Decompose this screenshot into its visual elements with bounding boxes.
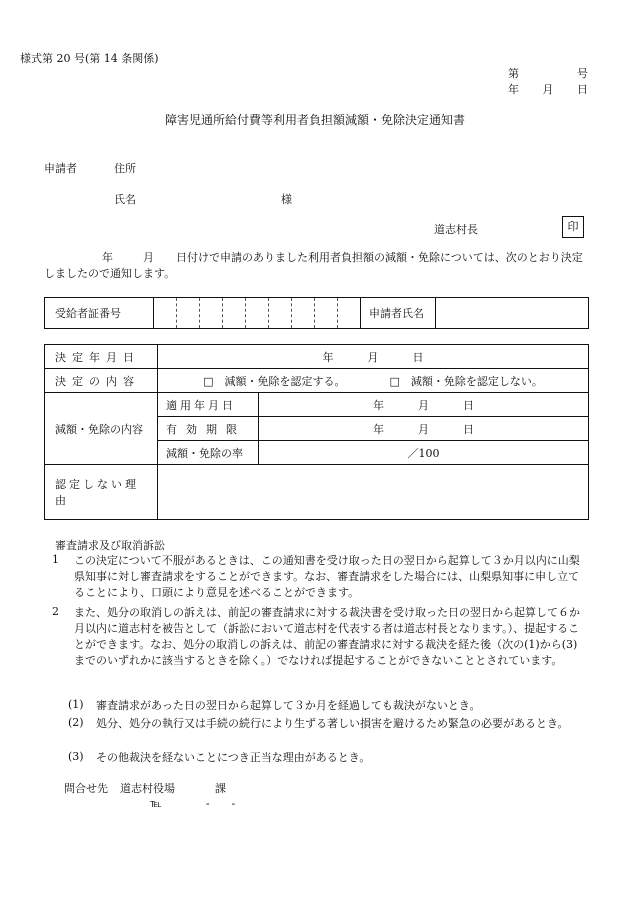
tel-icon: ℡ bbox=[150, 797, 162, 810]
apply-date-label: 適用年月日 bbox=[158, 393, 259, 417]
decision-date-cell[interactable]: 年 月 日 bbox=[158, 345, 589, 369]
recipient-no-digit[interactable] bbox=[246, 298, 269, 329]
seal-mark: 印 bbox=[562, 216, 584, 238]
doc-day: 日 bbox=[577, 83, 588, 96]
tel-dash: - bbox=[205, 797, 210, 810]
appeal-heading: 審査請求及び取消訴訟 bbox=[55, 539, 165, 552]
reason-label: 認定しない理由 bbox=[45, 465, 158, 520]
contact-line bbox=[64, 780, 226, 796]
para-2: また、処分の取消しの訴えは、前記の審査請求に対する裁決書を受け取った日の翌日から起算して６か月以内に道志村を被告として（訴訟において道志村を代表する者は道志村長となります。）、提起することができます。なお、処分の取消しの訴えは、前記の審査請求に対する裁決を経た後（次の(1)から(3)までのいずれかに該当するときを除く。）でなければ提起することができないこととされています。 bbox=[74, 606, 580, 667]
para-2-number: 2 bbox=[52, 605, 59, 618]
tel-dash: - bbox=[231, 797, 236, 810]
reason-cell[interactable] bbox=[158, 465, 589, 520]
rate-label: 減額・免除の率 bbox=[158, 441, 259, 465]
decision-table bbox=[44, 344, 589, 520]
valid-until-label: 有効期限 bbox=[158, 417, 259, 441]
decision-date-label: 決定年月日 bbox=[45, 345, 158, 369]
intro-year: 年 bbox=[102, 251, 113, 264]
applicant-name-label: 申請者氏名 bbox=[361, 298, 436, 329]
item-3: その他裁決を経ないことにつき正当な理由があるとき。 bbox=[96, 751, 371, 764]
form-number: 様式第 20 号(第 14 条関係) bbox=[20, 52, 159, 65]
recipient-no-digit[interactable] bbox=[315, 298, 338, 329]
item-3-number: (3) bbox=[68, 750, 84, 763]
decision-content-cell[interactable] bbox=[158, 369, 589, 393]
recipient-table bbox=[44, 297, 589, 329]
decision-content-label: 決定の内容 bbox=[45, 369, 158, 393]
para-1-number: 1 bbox=[52, 553, 59, 566]
rate-cell[interactable]: ／100 bbox=[259, 441, 589, 465]
recipient-no-digit[interactable] bbox=[292, 298, 315, 329]
recipient-no-digit[interactable] bbox=[338, 298, 361, 329]
item-1: 審査請求があった日の翌日から起算して３か月を経過しても裁決がないとき。 bbox=[96, 699, 481, 712]
contact-label: 問合せ先 bbox=[64, 782, 108, 795]
item-2: 処分、処分の執行又は手続の続行により生ずる著しい損害を避けるため緊急の必要があるとき。 bbox=[96, 717, 569, 730]
option-approve[interactable]: □ 減額・免除を認定する。 bbox=[203, 374, 346, 388]
recipient-no-digit[interactable] bbox=[154, 298, 177, 329]
valid-until-cell[interactable]: 年 月 日 bbox=[259, 417, 589, 441]
name-label: 氏名 bbox=[114, 193, 136, 206]
issuer-name: 道志村長 bbox=[434, 223, 478, 236]
applicant-label: 申請者 bbox=[44, 162, 77, 175]
para-1: この決定について不服があるときは、この通知書を受け取った日の翌日から起算して３か月以内に山梨県知事に対し審査請求をすることができます。なお、審査請求をした場合には、山梨県知事に申し立てることにより、口頭により意見を述べることができます。 bbox=[74, 554, 580, 599]
intro-rest: 日付けで申請のありました利用者負担額の減額・免除については、次のとおり決定しましたので通知します。 bbox=[44, 251, 583, 280]
doc-month: 月 bbox=[542, 83, 554, 96]
recipient-no-digit[interactable] bbox=[223, 298, 246, 329]
honorific: 様 bbox=[281, 193, 292, 206]
item-2-number: (2) bbox=[68, 716, 84, 729]
document-title: 障害児通所給付費等利用者負担額減額・免除決定通知書 bbox=[164, 113, 465, 127]
contact-section: 課 bbox=[215, 782, 226, 795]
contact-office: 道志村役場 bbox=[120, 782, 175, 795]
doc-no-prefix: 第 bbox=[508, 67, 519, 80]
intro-paragraph bbox=[44, 250, 589, 282]
address-label: 住所 bbox=[114, 162, 136, 175]
recipient-no-label: 受給者証番号 bbox=[45, 298, 154, 329]
option-reject[interactable]: □ 減額・免除を認定しない。 bbox=[389, 374, 543, 388]
document-number-block bbox=[508, 66, 588, 98]
recipient-no-digit[interactable] bbox=[200, 298, 223, 329]
apply-date-cell[interactable]: 年 月 日 bbox=[259, 393, 589, 417]
doc-year: 年 bbox=[508, 83, 519, 96]
intro-month: 月 bbox=[143, 251, 154, 264]
tel-line bbox=[150, 797, 235, 810]
applicant-name-cell[interactable] bbox=[436, 298, 589, 329]
item-1-number: (1) bbox=[68, 698, 84, 711]
doc-no-suffix: 号 bbox=[577, 67, 588, 80]
recipient-no-digit[interactable] bbox=[177, 298, 200, 329]
reduction-label: 減額・免除の内容 bbox=[45, 393, 158, 465]
recipient-no-digit[interactable] bbox=[269, 298, 292, 329]
